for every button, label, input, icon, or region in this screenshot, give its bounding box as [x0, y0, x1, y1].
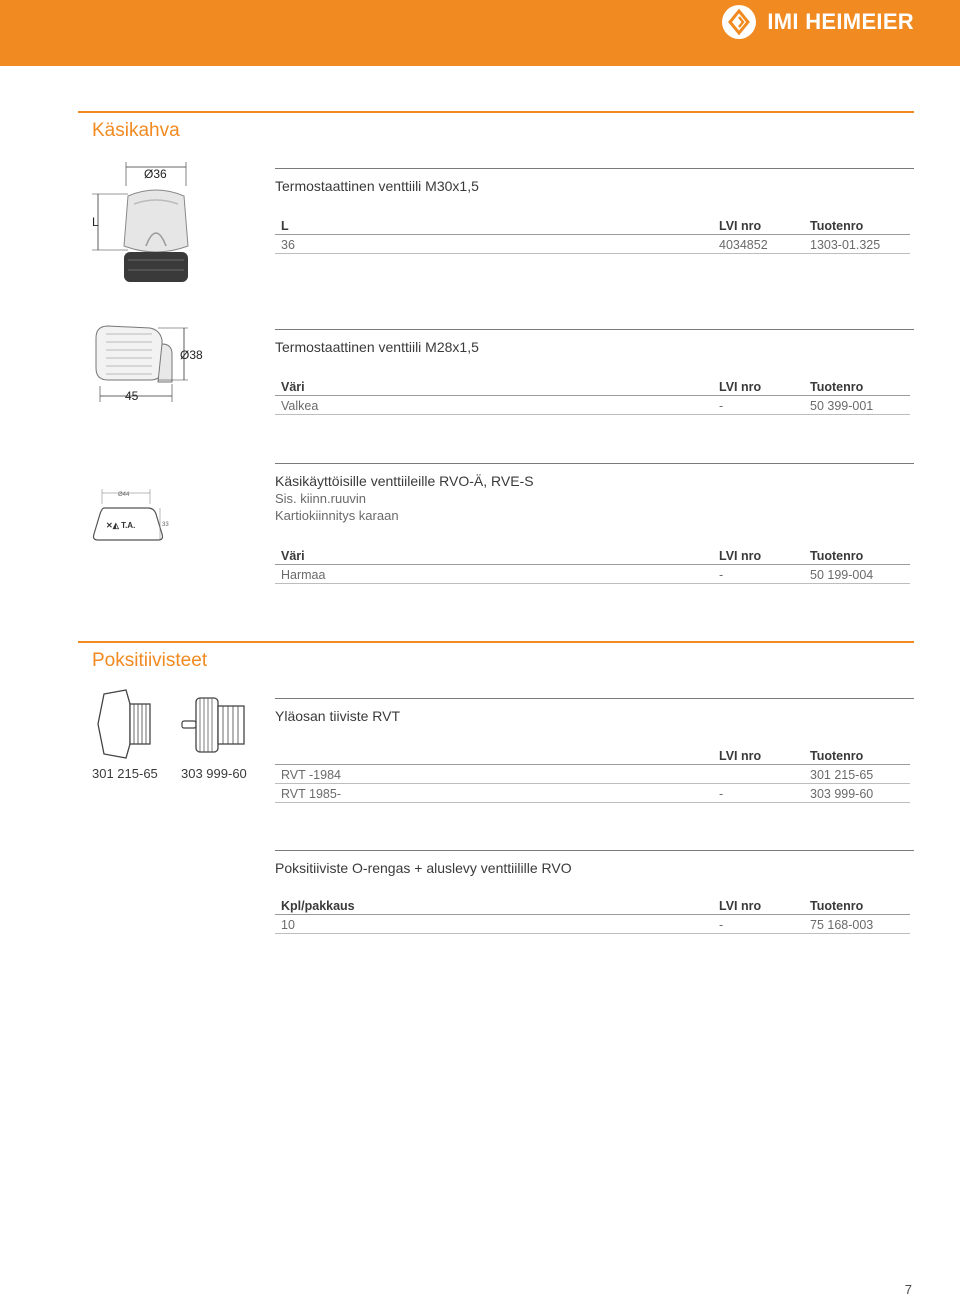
plug-code-label: 301 215-65: [92, 766, 158, 781]
section-title-poksitiivisteet: Poksitiivisteet: [92, 650, 208, 671]
column-header: LVI nro: [719, 899, 762, 913]
table-header: [275, 377, 910, 396]
diameter-label: Ø36: [144, 167, 167, 181]
column-header: Tuotenro: [810, 219, 864, 233]
product-block: [275, 168, 914, 194]
product-table: [275, 546, 910, 584]
product-block: [275, 329, 914, 355]
length-label: 33: [162, 522, 169, 528]
table-cell: 1303-01.325: [810, 238, 881, 252]
diamond-logo-icon: [721, 4, 757, 40]
table-cell: RVT 1985-: [281, 787, 341, 801]
table-cell: 10: [281, 918, 295, 932]
page-number: 7: [904, 1282, 912, 1297]
column-header: LVI nro: [719, 749, 762, 763]
column-header: Tuotenro: [810, 899, 864, 913]
column-header: L: [281, 219, 289, 233]
table-row: [275, 784, 910, 803]
section-divider: [78, 641, 914, 643]
product-title: Käsikäyttöisille venttiileille RVO-Ä, RVE-S: [275, 473, 534, 489]
product-block: [275, 850, 914, 876]
column-header: Tuotenro: [810, 749, 864, 763]
block-divider: [275, 329, 914, 330]
column-header: Väri: [281, 549, 305, 563]
table-header: [275, 546, 910, 565]
table-cell: -: [719, 918, 724, 932]
product-subtitle: Sis. kiinn.ruuvin: [275, 491, 367, 506]
table-row: [275, 565, 910, 584]
product-title: Poksitiiviste O-rengas + aluslevy venttiilille RVO: [275, 860, 572, 876]
block-divider: [275, 698, 914, 699]
table-cell: 50 399-001: [810, 399, 874, 413]
table-cell: 75 168-003: [810, 918, 874, 932]
table-row: [275, 396, 910, 415]
table-cell: -: [719, 568, 724, 582]
product-block: [275, 463, 914, 523]
brand-name: IMI HEIMEIER: [767, 9, 914, 34]
product-title: Termostaattinen venttiili M30x1,5: [275, 178, 479, 194]
product-subtitle: Kartiokiinnitys karaan: [275, 508, 399, 523]
product-table: [275, 896, 910, 934]
table-header: [275, 216, 910, 235]
brand-header: [0, 0, 960, 66]
table-row: [275, 765, 910, 784]
table-header: [275, 896, 910, 915]
product-title: Termostaattinen venttiili M28x1,5: [275, 339, 479, 355]
table-cell: 50 199-004: [810, 568, 874, 582]
product-block: [275, 698, 914, 724]
plug-code-label: 303 999-60: [181, 766, 247, 781]
column-header: Väri: [281, 380, 305, 394]
block-divider: [275, 168, 914, 169]
table-row: [275, 915, 910, 934]
table-cell: 301 215-65: [810, 768, 874, 782]
brand-logo[interactable]: [721, 4, 914, 40]
table-cell: 303 999-60: [810, 787, 874, 801]
table-cell: Valkea: [281, 399, 319, 413]
handwheel-m30-figure: [88, 160, 198, 292]
table-cell: Harmaa: [281, 568, 326, 582]
length-label: 45: [125, 389, 139, 403]
handwheel-m28-figure: [88, 322, 210, 410]
block-divider: [275, 850, 914, 851]
column-header: Tuotenro: [810, 549, 864, 563]
length-label: L: [92, 215, 99, 229]
section-divider: [78, 111, 914, 113]
section-title-kasikahva: Käsikahva: [92, 120, 180, 141]
column-header: Tuotenro: [810, 380, 864, 394]
diameter-label: Ø44: [118, 492, 130, 498]
diameter-label: Ø38: [180, 348, 203, 362]
product-table: [275, 216, 910, 254]
column-header: Kpl/pakkaus: [281, 899, 355, 913]
column-header: LVI nro: [719, 380, 762, 394]
table-cell: -: [719, 399, 724, 413]
cap-rvo-figure: [88, 484, 172, 548]
table-cell: -: [719, 787, 724, 801]
product-table: [275, 746, 910, 803]
column-header: LVI nro: [719, 549, 762, 563]
block-divider: [275, 463, 914, 464]
column-header: LVI nro: [719, 219, 762, 233]
table-header: [275, 746, 910, 765]
plug-303-figure: [180, 694, 254, 756]
svg-text:✕◭ T.A.: ✕◭ T.A.: [106, 521, 136, 530]
plug-301-figure: [96, 688, 158, 760]
table-row: [275, 235, 910, 254]
table-cell: RVT -1984: [281, 768, 341, 782]
table-cell: 36: [281, 238, 295, 252]
product-table: [275, 377, 910, 415]
table-cell: 4034852: [719, 238, 768, 252]
product-title: Yläosan tiiviste RVT: [275, 708, 401, 724]
